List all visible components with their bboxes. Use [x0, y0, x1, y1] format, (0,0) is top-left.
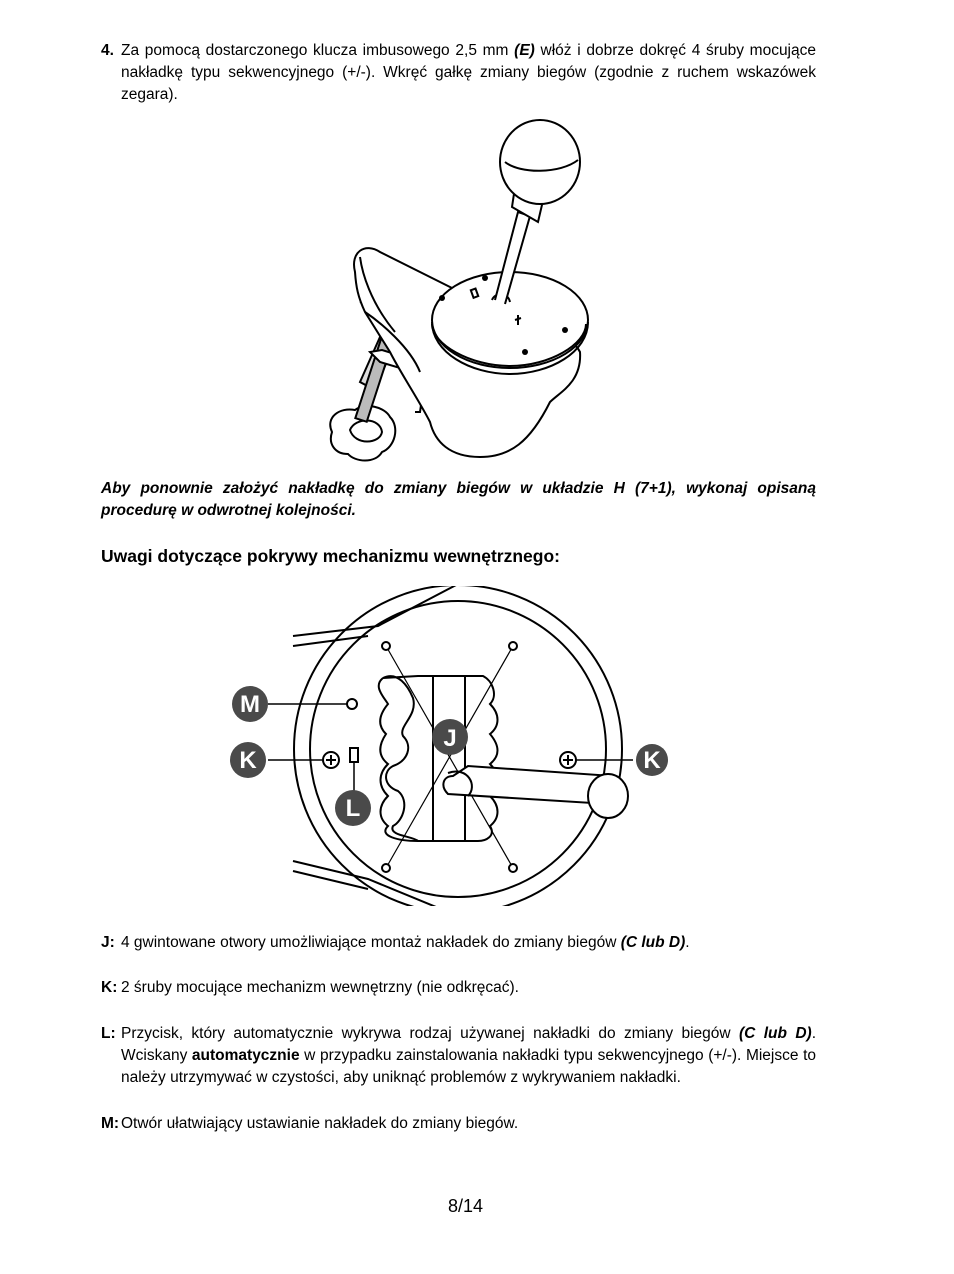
shifter-illustration: [320, 112, 620, 474]
definition-text: w przypadku zainstalowania nakładki typu sekwencyjnego (+/-). Miejsce to należy utrzymywać w czystości, aby uniknąć problemów z wykrywaniem nakładki.: [121, 1047, 816, 1086]
definition-key: J:: [101, 934, 115, 951]
definition-bold: automatycznie: [191, 1047, 300, 1064]
definition-key: L:: [101, 1025, 116, 1042]
label-k-right-badge: [636, 744, 668, 776]
definition-k: [101, 977, 816, 999]
step-4-text-part: włóż i dobrze dokręć 4 śruby mocujące nakładkę typu sekwencyjnego (+/-). Wkręć gałkę zmiany biegów (zgodnie z ruchem wskazówek zegara).: [121, 42, 816, 103]
label-l: L: [345, 795, 361, 822]
definition-l: [101, 1023, 816, 1089]
label-k-right: K: [643, 747, 661, 774]
cover-diagram: [228, 586, 668, 906]
definition-key: M:: [101, 1115, 120, 1132]
definition-body: [121, 932, 816, 954]
definition-text: Przycisk, który automatycznie wykrywa rodzaj używanej nakładki do zmiany biegów: [121, 1025, 739, 1042]
step-4-text-part: Za pomocą dostarczonego klucza imbusowego 2,5 mm: [121, 42, 515, 59]
definition-text: . Wciskany: [121, 1025, 816, 1064]
definition-body: 2 śruby mocujące mechanizm wewnętrzny (nie odkręcać).: [121, 979, 519, 996]
definition-j: [101, 932, 816, 954]
definition-body: [121, 1023, 816, 1089]
page-number: 8/14: [448, 1196, 484, 1216]
step-number: 4.: [101, 42, 114, 59]
step-4-paragraph: [101, 40, 816, 106]
definition-emphasis: (C lub D): [620, 934, 686, 951]
label-j: J: [443, 725, 457, 752]
label-m-badge: [232, 686, 268, 722]
label-k-left-badge: [230, 742, 266, 778]
label-l-badge: [335, 790, 371, 826]
definition-text: .: [685, 934, 690, 951]
definition-text: 4 gwintowane otwory umożliwiające montaż nakładek do zmiany biegów: [121, 934, 621, 951]
definition-m: [101, 1113, 816, 1135]
section-heading: Uwagi dotyczące pokrywy mechanizmu wewnętrznego:: [101, 546, 560, 566]
definition-emphasis: (C lub D): [738, 1025, 812, 1042]
reverse-procedure-note: Aby ponownie założyć nakładkę do zmiany biegów w układzie H (7+1), wykonaj opisaną procedurę w odwrotnej kolejności.: [101, 480, 816, 519]
tool-reference: (E): [514, 42, 535, 59]
label-j-badge: [432, 719, 468, 755]
definition-key: K:: [101, 979, 118, 996]
step-4-text: [121, 40, 816, 106]
label-k-left: K: [239, 747, 257, 774]
label-m: M: [240, 691, 260, 718]
definition-body: Otwór ułatwiający ustawianie nakładek do zmiany biegów.: [121, 1115, 519, 1132]
